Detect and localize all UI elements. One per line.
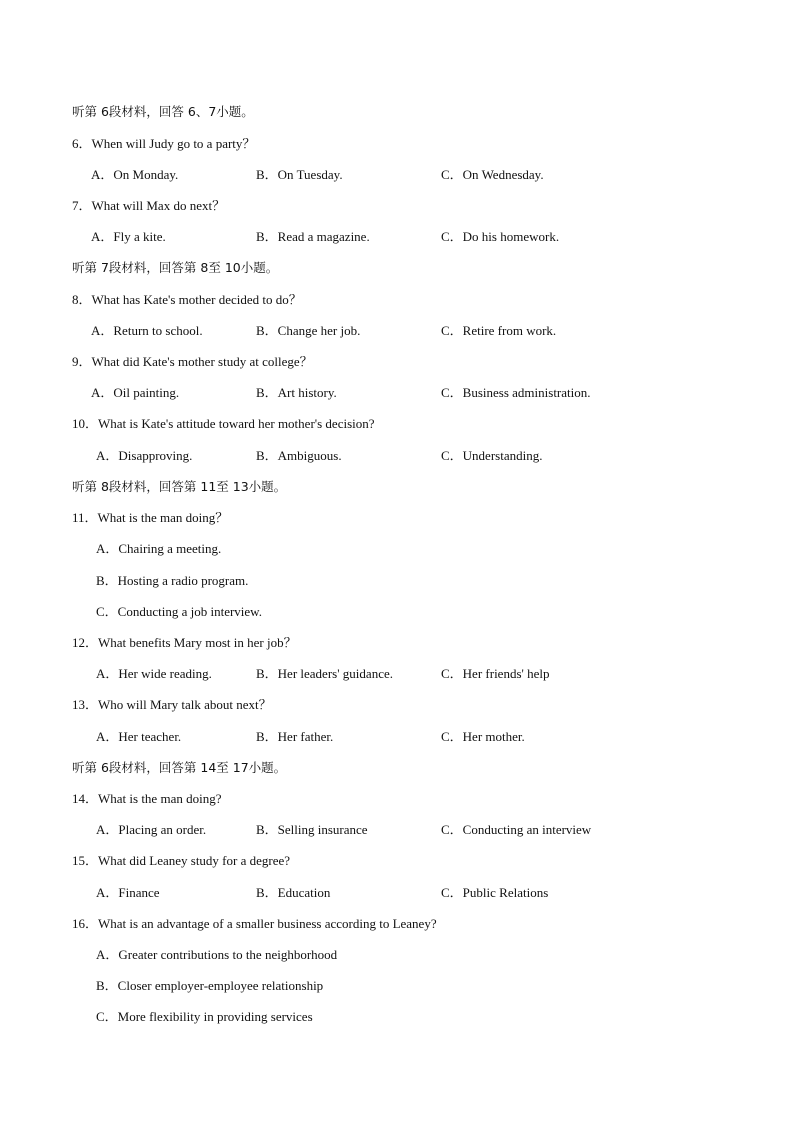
- option-c[interactable]: C．More flexibility in providing services: [96, 1009, 313, 1024]
- section-heading: 听第 7段材料，回答第 8至 10小题。: [72, 260, 279, 275]
- option-a[interactable]: A．Placing an order.: [96, 822, 207, 837]
- option-b[interactable]: B．Selling insurance: [256, 822, 368, 837]
- question-stem: 12．What benefits Mary most in her job？: [72, 635, 297, 650]
- question-stem: 16．What is an advantage of a smaller business according to Leaney?: [72, 916, 437, 931]
- option-b[interactable]: B．Education: [256, 885, 331, 900]
- question-stem: 10．What is Kate's attitude toward her mother's decision?: [72, 416, 375, 431]
- option-c[interactable]: C．Do his homework.: [441, 229, 560, 244]
- question-stem: 15．What did Leaney study for a degree?: [72, 853, 291, 868]
- option-a[interactable]: A．On Monday.: [91, 167, 179, 182]
- section-heading: 听第 8段材料，回答第 11至 13小题。: [72, 479, 287, 494]
- option-a[interactable]: A．Greater contributions to the neighborhood: [96, 947, 338, 962]
- option-b[interactable]: B．Change her job.: [256, 323, 361, 338]
- option-c[interactable]: C．Her mother.: [441, 729, 525, 744]
- option-b[interactable]: B．Hosting a radio program.: [96, 573, 249, 588]
- option-b[interactable]: B．Her leaders' guidance.: [256, 666, 393, 681]
- option-a[interactable]: A．Return to school.: [91, 323, 203, 338]
- option-b[interactable]: B．Ambiguous.: [256, 448, 342, 463]
- question-stem: 6．When will Judy go to a party？: [72, 136, 256, 151]
- option-a[interactable]: A．Oil painting.: [91, 385, 180, 400]
- option-b[interactable]: B．Her father.: [256, 729, 334, 744]
- option-a[interactable]: A．Her teacher.: [96, 729, 182, 744]
- section-heading: 听第 6段材料，回答 6、7小题。: [72, 104, 254, 119]
- option-c[interactable]: C．On Wednesday.: [441, 167, 544, 182]
- option-a[interactable]: A．Chairing a meeting.: [96, 541, 222, 556]
- option-c[interactable]: C．Retire from work.: [441, 323, 557, 338]
- question-stem: 11．What is the man doing？: [72, 510, 229, 525]
- question-stem: 14．What is the man doing?: [72, 791, 222, 806]
- option-b[interactable]: B．Art history.: [256, 385, 337, 400]
- question-stem: 13．Who will Mary talk about next？: [72, 697, 272, 712]
- option-a[interactable]: A．Disapproving.: [96, 448, 193, 463]
- question-stem: 7．What will Max do next？: [72, 198, 226, 213]
- option-c[interactable]: C．Understanding.: [441, 448, 543, 463]
- option-a[interactable]: A．Fly a kite.: [91, 229, 166, 244]
- option-b[interactable]: B．Closer employer-employee relationship: [96, 978, 324, 993]
- option-c[interactable]: C．Business administration.: [441, 385, 591, 400]
- option-a[interactable]: A．Her wide reading.: [96, 666, 212, 681]
- question-stem: 9．What did Kate's mother study at college？: [72, 354, 313, 369]
- question-stem: 8．What has Kate's mother decided to do？: [72, 292, 302, 307]
- option-c[interactable]: C．Conducting a job interview.: [96, 604, 262, 619]
- option-c[interactable]: C．Her friends' help: [441, 666, 550, 681]
- option-a[interactable]: A．Finance: [96, 885, 160, 900]
- section-heading: 听第 6段材料，回答第 14至 17小题。: [72, 760, 287, 775]
- option-c[interactable]: C．Public Relations: [441, 885, 549, 900]
- option-b[interactable]: B．On Tuesday.: [256, 167, 343, 182]
- option-b[interactable]: B．Read a magazine.: [256, 229, 370, 244]
- option-c[interactable]: C．Conducting an interview: [441, 822, 592, 837]
